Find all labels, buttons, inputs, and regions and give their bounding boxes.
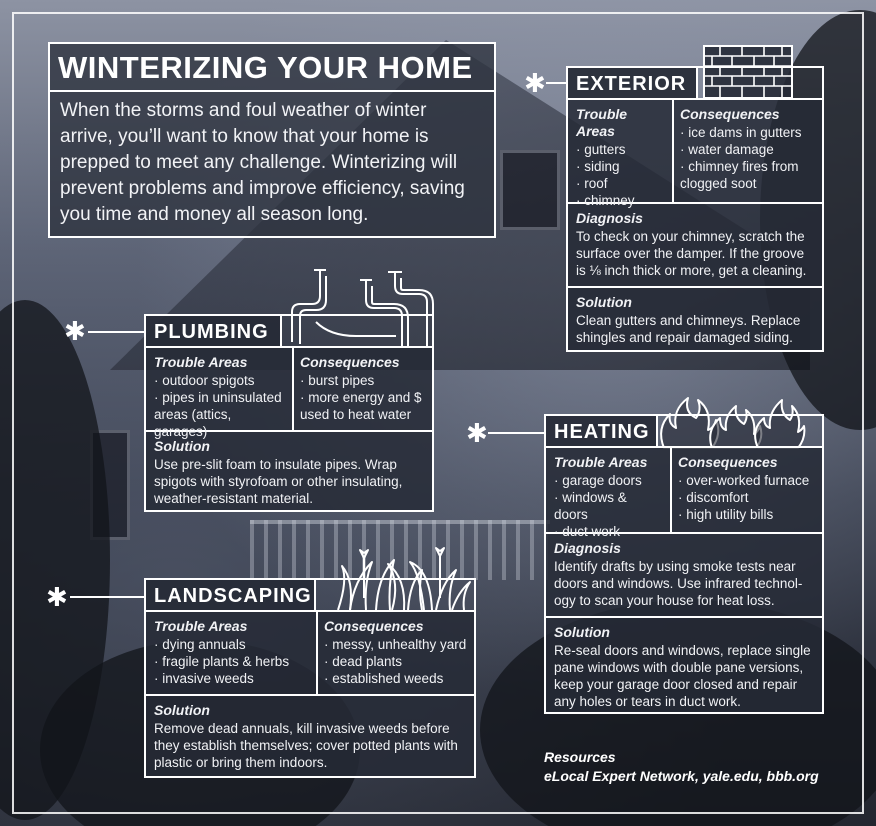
list-item: · more energy and $ used to heat water [300, 389, 426, 423]
divider [432, 314, 434, 348]
divider [314, 578, 476, 580]
diagnosis-text: To check on your chimney, scratch the surface over the damper. If the groove is ⅛ inch thick or more, get a cleaning. [576, 229, 807, 278]
list-item: · established weeds [324, 670, 468, 687]
list-item: · garage doors [554, 472, 664, 489]
heating-heading: HEATING [544, 414, 658, 448]
list-item: · pipes in uninsulated areas (attics, garages) [154, 389, 286, 440]
divider [656, 414, 824, 416]
exterior-solution [570, 290, 822, 350]
solution-label: Solution [154, 438, 210, 454]
solution-label: Solution [554, 624, 610, 640]
exterior-diagnosis [570, 206, 822, 283]
plumbing-solution [148, 434, 432, 511]
list-item: · dying annuals [154, 636, 310, 653]
connector-line [88, 331, 144, 333]
resources-sources: eLocal Expert Network, yale.edu, bbb.org [544, 768, 819, 784]
landscaping-solution [148, 698, 474, 775]
diagnosis-text: Identify drafts by using smoke tests near doors and windows. Use infrared technol-ogy to scan your house for heat loss. [554, 559, 803, 608]
asterisk-icon: ✱ [46, 582, 68, 612]
exterior-consequences [674, 102, 822, 196]
divider [696, 66, 824, 68]
heating-consequences [672, 450, 822, 527]
page-title: WINTERIZING YOUR HOME [48, 44, 496, 92]
plumbing-trouble-areas [148, 350, 292, 444]
solution-text: Re-seal doors and windows, replace single pane windows with double pane versions, keep your garage door closed and repair any holes or tears in duct work. [554, 643, 811, 709]
diagnosis-label: Diagnosis [576, 210, 643, 226]
heating-body [544, 446, 824, 714]
plumbing-consequences [294, 350, 432, 427]
landscaping-heading: LANDSCAPING [144, 578, 316, 612]
resources-label: Resources [544, 749, 616, 765]
list-item: · gutters [576, 141, 666, 158]
divider [822, 414, 824, 448]
plumbing-heading: PLUMBING [144, 314, 282, 348]
divider [822, 66, 824, 100]
connector-line [70, 596, 144, 598]
trouble-areas-label: Trouble Areas [154, 618, 248, 634]
exterior-trouble-areas [570, 102, 672, 213]
consequences-label: Consequences [678, 454, 778, 470]
landscaping-consequences [318, 614, 474, 691]
list-item: · water damage [680, 141, 816, 158]
list-item: · invasive weeds [154, 670, 310, 687]
solution-text: Clean gutters and chimneys. Replace shingles and repair damaged siding. [576, 313, 801, 345]
consequences-label: Consequences [680, 106, 780, 122]
connector-line [488, 432, 544, 434]
landscaping-trouble-areas [148, 614, 316, 691]
divider [546, 616, 822, 618]
asterisk-icon: ✱ [524, 68, 546, 98]
list-item: · ice dams in gutters [680, 124, 816, 141]
plumbing-section [144, 314, 434, 512]
divider [474, 578, 476, 612]
list-item: · over-worked furnace [678, 472, 816, 489]
exterior-heading: EXTERIOR [566, 66, 698, 100]
list-item: · burst pipes [300, 372, 426, 389]
list-item: · siding [576, 158, 666, 175]
title-panel [48, 42, 496, 238]
asterisk-icon: ✱ [466, 418, 488, 448]
house-window-background [500, 150, 560, 230]
divider [280, 314, 434, 316]
list-item: · dead plants [324, 653, 468, 670]
list-item: · duct work [554, 523, 664, 540]
list-item: · discomfort [678, 489, 816, 506]
list-item: · messy, unhealthy yard [324, 636, 468, 653]
resources [544, 748, 819, 786]
plumbing-body [144, 346, 434, 512]
divider [146, 694, 474, 696]
list-item: · roof [576, 175, 666, 192]
landscaping-body [144, 610, 476, 778]
list-item: · outdoor spigots [154, 372, 286, 389]
heating-solution [548, 620, 822, 714]
trouble-areas-label: Trouble Areas [554, 454, 648, 470]
landscaping-section [144, 578, 476, 778]
trouble-areas-label: Trouble Areas [154, 354, 248, 370]
exterior-body [566, 98, 824, 352]
asterisk-icon: ✱ [64, 316, 86, 346]
heating-section [544, 414, 824, 714]
trouble-areas-label: Trouble Areas [576, 106, 628, 139]
exterior-section [566, 66, 824, 354]
diagnosis-label: Diagnosis [554, 540, 621, 556]
solution-text: Remove dead annuals, kill invasive weeds before they establish themselves; cover potted plants with plastic or bring them indoors. [154, 721, 458, 770]
list-item: · chimney [576, 192, 666, 209]
divider [568, 286, 822, 288]
heating-diagnosis [548, 536, 822, 613]
consequences-label: Consequences [324, 618, 424, 634]
list-item: · high utility bills [678, 506, 816, 523]
solution-label: Solution [154, 702, 210, 718]
list-item: · fragile plants & herbs [154, 653, 310, 670]
intro-text: When the storms and foul weather of winter arrive, you’ll want to know that your home is prepped to meet any challenge. Winterizing will prevent problems and improve efficiency, saving you time and money all season long. [60, 100, 465, 225]
heating-trouble-areas [548, 450, 670, 544]
solution-label: Solution [576, 294, 632, 310]
connector-line [546, 82, 568, 84]
list-item: · windows & doors [554, 489, 664, 523]
list-item: · chimney fires from clogged soot [680, 158, 816, 192]
consequences-label: Consequences [300, 354, 400, 370]
solution-text: Use pre-slit foam to insulate pipes. Wrap spigots with styrofoam or other insulating, weather-resistant material. [154, 457, 403, 506]
